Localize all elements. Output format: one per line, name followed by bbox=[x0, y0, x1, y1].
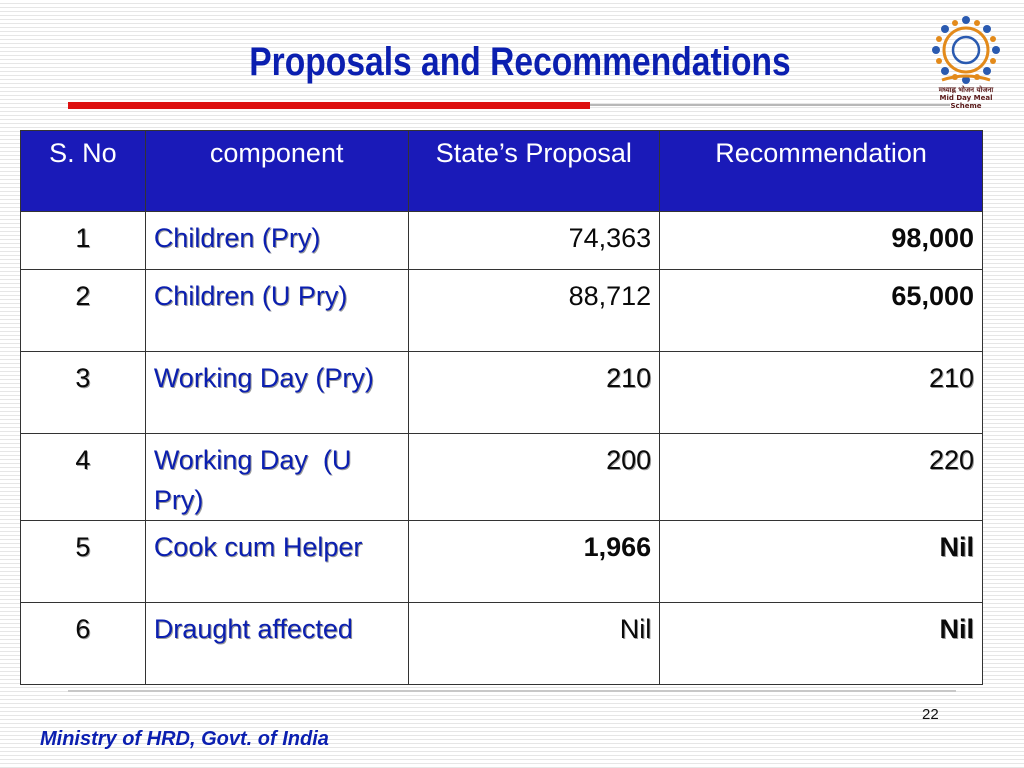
cell-recommendation: 65,000 bbox=[660, 270, 983, 352]
title-underline-accent bbox=[68, 102, 590, 109]
cell-component: Children (U Pry) bbox=[145, 270, 408, 352]
cell-proposal: Nil bbox=[408, 603, 660, 685]
cell-proposal: 200 bbox=[408, 434, 660, 521]
cell-sno: 4 bbox=[21, 434, 146, 521]
cell-proposal: 88,712 bbox=[408, 270, 660, 352]
cell-recommendation: 220 bbox=[660, 434, 983, 521]
logo-caption-hindi: मध्याह्न भोजन योजना bbox=[938, 86, 994, 94]
table-row bbox=[21, 603, 983, 685]
table-row bbox=[21, 212, 983, 270]
cell-sno: 6 bbox=[21, 603, 146, 685]
table-row bbox=[21, 270, 983, 352]
title-underline-divider bbox=[590, 104, 950, 106]
cell-component: Draught affected bbox=[145, 603, 408, 685]
proposals-table bbox=[20, 130, 983, 685]
cell-recommendation: Nil bbox=[660, 521, 983, 603]
slide-title: Proposals and Recommendations bbox=[249, 40, 791, 84]
cell-proposal: 210 bbox=[408, 352, 660, 434]
cell-recommendation: 210 bbox=[660, 352, 983, 434]
cell-proposal: 74,363 bbox=[408, 212, 660, 270]
cell-recommendation: 98,000 bbox=[660, 212, 983, 270]
cell-component: Working Day (Pry) bbox=[145, 352, 408, 434]
header-component: component bbox=[145, 131, 408, 212]
cell-sno: 1 bbox=[21, 212, 146, 270]
header-state-proposal: State’s Proposal bbox=[408, 131, 660, 212]
logo-caption-english: Mid Day Meal Scheme bbox=[939, 94, 993, 110]
table-row bbox=[21, 434, 983, 521]
footer-ministry: Ministry of HRD, Govt. of India bbox=[40, 728, 329, 750]
cell-sno: 3 bbox=[21, 352, 146, 434]
page-number: 22 bbox=[922, 706, 939, 723]
table-header-row bbox=[21, 131, 983, 212]
cell-component: Children (Pry) bbox=[145, 212, 408, 270]
cell-component: Working Day (U Pry) bbox=[145, 434, 408, 521]
cell-proposal: 1,966 bbox=[408, 521, 660, 603]
header-recommendation: Recommendation bbox=[660, 131, 983, 212]
footer-divider bbox=[68, 690, 956, 692]
logo-caption bbox=[924, 86, 1008, 110]
cell-sno: 2 bbox=[21, 270, 146, 352]
cell-sno: 5 bbox=[21, 521, 146, 603]
table-row bbox=[21, 521, 983, 603]
header-sno: S. No bbox=[21, 131, 146, 212]
cell-recommendation: Nil bbox=[660, 603, 983, 685]
cell-component: Cook cum Helper bbox=[145, 521, 408, 603]
table-row bbox=[21, 352, 983, 434]
